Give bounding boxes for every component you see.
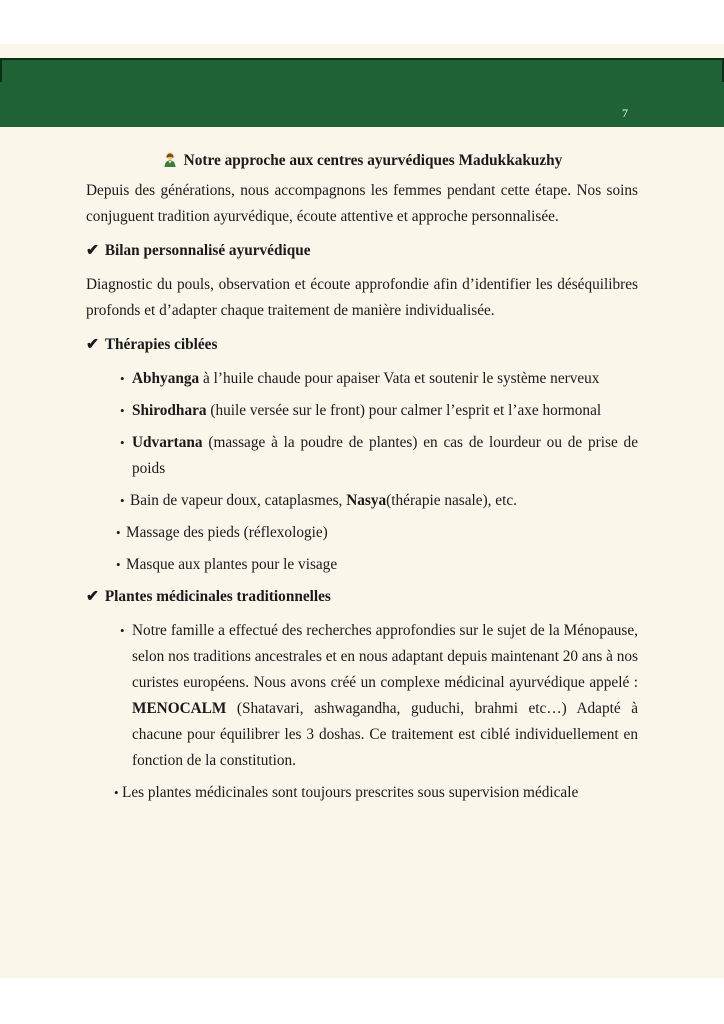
heading-plantes <box>86 584 638 610</box>
check-mark-icon: ✔ <box>86 242 99 259</box>
therapy-name: Shirodhara <box>132 402 207 419</box>
product-name: MENOCALM <box>132 700 227 717</box>
bullet-icon: • <box>120 435 125 450</box>
list-item <box>120 398 638 424</box>
item-text-pre: Massage des pieds (réflexologie) <box>126 524 328 541</box>
document-page <box>0 44 724 978</box>
header-corner-left <box>0 60 2 82</box>
heading-plantes-text: Plantes médicinales traditionnelles <box>104 588 331 605</box>
bilan-paragraph: Diagnostic du pouls, observation et écoute approfondie afin d’identifier les déséquilibres profonds et d’adapter chaque traitement de manière individualisée. <box>86 276 638 319</box>
plantes-text-post: (Shatavari, ashwagandha, guduchi, brahmi etc…) Adapté à chacune pour équilibrer les 3 doshas. Ce traitement est ciblé individuellement en fonction de la constitution. <box>132 700 638 769</box>
item-text-pre: Bain de vapeur doux, cataplasmes, <box>130 492 347 509</box>
therapies-extra-list <box>86 488 638 578</box>
therapy-desc: à l’huile chaude pour apaiser Vata et soutenir le système nerveux <box>199 370 600 387</box>
list-item <box>120 430 638 482</box>
section-title <box>86 148 638 174</box>
item-text-post: (thérapie nasale), etc. <box>386 492 517 509</box>
check-mark-icon: ✔ <box>86 588 99 605</box>
check-mark-icon: ✔ <box>86 336 99 353</box>
therapies-list <box>86 366 638 482</box>
item-text-pre: Masque aux plantes pour le visage <box>126 556 338 573</box>
bullet-icon: • <box>116 557 121 572</box>
title-text: Notre approche aux centres ayurvédiques Madukkakuzhy <box>183 152 563 169</box>
list-item <box>114 780 638 806</box>
list-item <box>120 488 638 514</box>
bullet-icon: • <box>116 525 121 540</box>
header-band <box>0 58 724 127</box>
therapy-name: Abhyanga <box>132 370 200 387</box>
list-item <box>120 366 638 392</box>
page-content <box>86 148 638 812</box>
plantes-text-pre: Notre famille a effectué des recherches approfondies sur le sujet de la Ménopause, selon nos traditions ancestrales et en nous adaptant depuis maintenant 20 ans à nos curistes européens. Nous avons créé un complexe médicinal ayurvédique appelé : <box>132 622 638 691</box>
heading-bilan-text: Bilan personnalisé ayurvédique <box>104 242 311 259</box>
bullet-icon: • <box>114 785 119 800</box>
heading-therapies-text: Thérapies ciblées <box>104 336 218 353</box>
heading-bilan <box>86 238 638 264</box>
plantes-list <box>86 618 638 806</box>
bullet-icon: • <box>120 371 125 386</box>
intro-paragraph: Depuis des générations, nous accompagnons les femmes pendant cette étape. Nos soins conjuguent tradition ayurvédique, écoute attentive et approche personnalisée. <box>86 182 638 225</box>
therapy-name: Udvartana <box>132 434 203 451</box>
woman-person-icon <box>162 151 178 167</box>
list-item <box>120 618 638 774</box>
page-number: 7 <box>622 106 628 120</box>
heading-therapies <box>86 332 638 358</box>
bullet-icon: • <box>120 493 125 508</box>
item-text-bold: Nasya <box>346 492 387 509</box>
therapy-desc: (massage à la poudre de plantes) en cas de lourdeur ou de prise de poids <box>132 434 638 477</box>
therapy-desc: (huile versée sur le front) pour calmer l’esprit et l’axe hormonal <box>206 402 602 419</box>
bullet-icon: • <box>120 403 125 418</box>
list-item <box>116 520 638 546</box>
plantes-note: Les plantes médicinales sont toujours prescrites sous supervision médicale <box>122 784 579 801</box>
bullet-icon: • <box>120 623 125 638</box>
list-item <box>116 552 638 578</box>
